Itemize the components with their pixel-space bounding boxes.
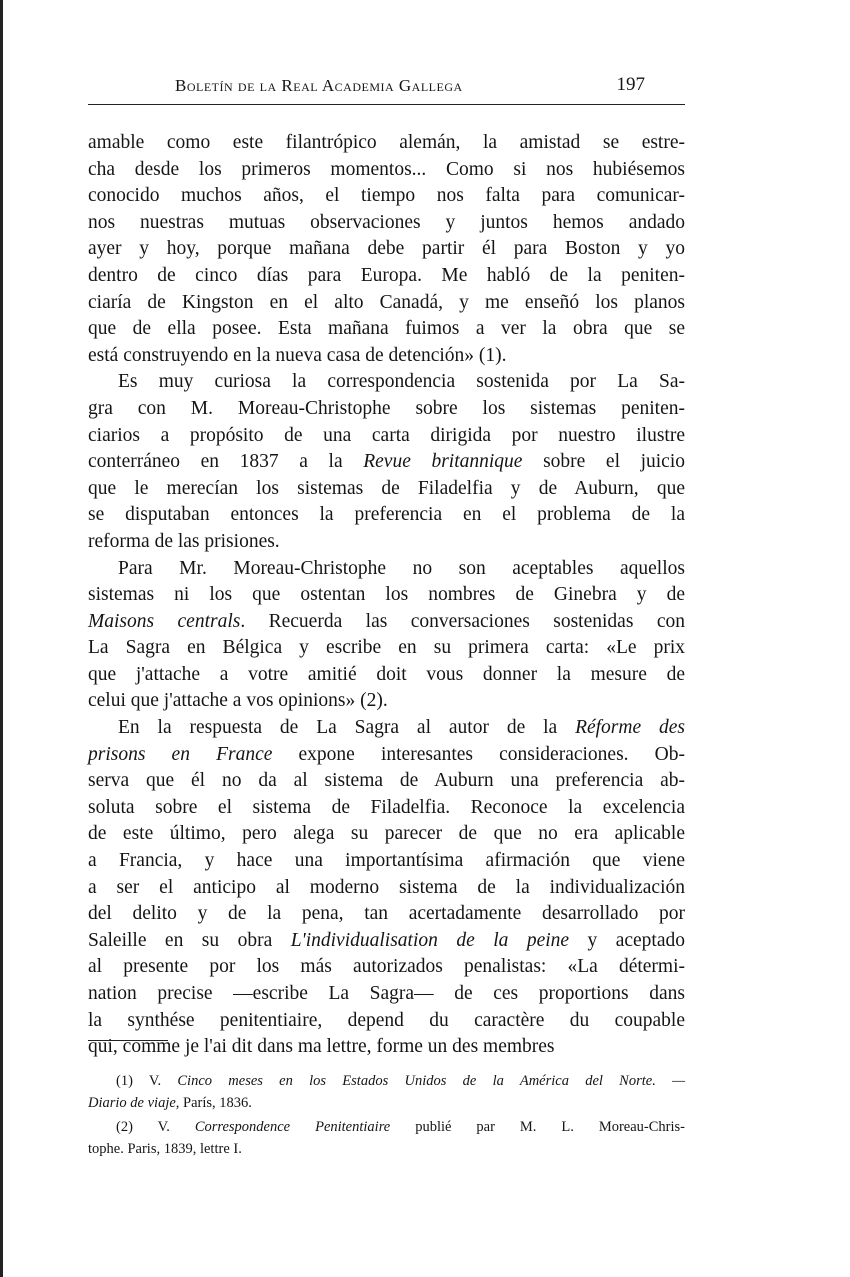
text-line	[88, 715, 685, 742]
scan-border	[0, 0, 3, 1277]
text-segment: sistemas ni los que ostentan los nombres de Ginebra y de	[88, 584, 685, 606]
text-segment: Es muy curiosa la correspondencia sostenida por La Sa-	[118, 371, 685, 393]
text-line	[88, 928, 685, 955]
text-line	[88, 688, 685, 715]
text-segment: que le merecían los sistemas de Filadelfia y de Auburn, que	[88, 477, 685, 499]
text-segment: se disputaban entonces la preferencia en el problema de la	[88, 504, 685, 526]
text-segment: dentro de cinco días para Europa. Me habló de la peniten-	[88, 264, 685, 286]
text-line	[88, 210, 685, 237]
text-line	[88, 396, 685, 423]
text-line	[88, 981, 685, 1008]
text-line	[88, 875, 685, 902]
text-segment: expone interesantes consideraciones. Ob-	[272, 743, 685, 765]
text-segment: a ser el anticipo al moderno sistema de la individualización	[88, 876, 685, 898]
text-segment: conocido muchos años, el tiempo nos falta para comunicar-	[88, 185, 685, 207]
text-segment: La Sagra en Bélgica y escribe en su primera carta: «Le prix	[88, 637, 685, 659]
text-line	[88, 476, 685, 503]
text-line	[88, 316, 685, 343]
italic-text: Cinco meses en los Estados Unidos de la América del Norte. —	[177, 1073, 685, 1089]
body-text	[88, 130, 685, 1061]
italic-text: Diario de viaje	[88, 1095, 176, 1111]
page-number: 197	[616, 74, 645, 95]
text-line	[88, 183, 685, 210]
text-segment: amable como este filantrópico alemán, la amistad se estre-	[88, 132, 685, 153]
text-segment: En la respuesta de La Sagra al autor de la	[118, 717, 576, 739]
text-segment: gra con M. Moreau-Christophe sobre los sistemas peniten-	[88, 397, 685, 419]
journal-title: Boletín de la Real Academia Gallega	[175, 76, 463, 95]
text-segment: está construyendo en la nueva casa de detención» (1).	[88, 344, 507, 366]
text-segment: serva que él no da al sistema de Auburn una preferencia ab-	[88, 770, 685, 792]
text-line	[88, 582, 685, 609]
text-segment: sobre el juicio	[522, 451, 685, 473]
italic-text: Réforme des	[575, 717, 685, 739]
text-segment: celui que j'attache a vos opinions» (2).	[88, 690, 388, 712]
text-line	[88, 635, 685, 662]
text-segment: (2) V.	[116, 1119, 195, 1135]
header-rule	[88, 104, 685, 105]
footnote-line	[88, 1092, 685, 1114]
italic-text: Revue britannique	[363, 451, 523, 473]
text-line	[88, 795, 685, 822]
text-line	[88, 662, 685, 689]
footnote-line	[88, 1070, 685, 1092]
text-segment: que de ella posee. Esta mañana fuimos a ver la obra que se	[88, 318, 685, 340]
text-line	[88, 901, 685, 928]
text-line	[88, 1008, 685, 1035]
text-segment: (1) V.	[116, 1073, 178, 1089]
text-segment: a Francia, y hace una importantísima afirmación que viene	[88, 850, 685, 872]
italic-text: Maisons centrals	[88, 610, 241, 632]
text-line	[88, 1034, 685, 1061]
text-line	[88, 449, 685, 476]
text-line	[88, 236, 685, 263]
italic-text: L'individualisation de la peine	[290, 929, 570, 951]
text-line	[88, 954, 685, 981]
text-segment: conterráneo en 1837 a la	[88, 451, 364, 473]
text-segment: soluta sobre el sistema de Filadelfia. Reconoce la excelencia	[88, 796, 685, 818]
text-line	[88, 502, 685, 529]
text-segment: del delito y de la pena, tan acertadamente desarrollado por	[88, 903, 685, 925]
text-segment: que j'attache a votre amitié doit vous donner la mesure de	[88, 663, 685, 685]
text-segment: nos nuestras mutuas observaciones y juntos hemos andado	[88, 211, 685, 233]
footnotes	[88, 1070, 685, 1160]
text-line	[88, 290, 685, 317]
text-segment: al presente por los más autorizados penalistas: «La détermi-	[88, 956, 685, 978]
text-segment: . Recuerda las conversaciones sostenidas con	[240, 610, 685, 632]
italic-text: Correspondence Penitentiaire	[194, 1119, 391, 1135]
text-line	[88, 742, 685, 769]
text-segment: ayer y hoy, porque mañana debe partir él para Boston y yo	[88, 238, 685, 260]
text-segment: Saleille en su obra	[88, 929, 291, 951]
footnote-rule	[88, 1040, 168, 1041]
text-line	[88, 130, 685, 157]
text-segment: tophe. Paris, 1839, lettre I.	[88, 1141, 242, 1157]
italic-text: prisons en France	[88, 743, 273, 765]
text-line	[88, 821, 685, 848]
footnote-line	[88, 1116, 685, 1138]
text-segment: nation precise —escribe La Sagra— de ces proportions dans	[88, 983, 685, 1004]
text-segment: y aceptado	[569, 929, 686, 951]
text-line	[88, 848, 685, 875]
text-segment: Para Mr. Moreau-Christophe no son aceptables aquellos	[118, 557, 685, 579]
text-segment: publié par M. L. Moreau-Chris-	[390, 1119, 686, 1135]
text-segment: la synthése penitentiaire, depend du caractère du coupable	[88, 1009, 685, 1031]
text-line	[88, 369, 685, 396]
text-line	[88, 423, 685, 450]
text-segment: de este último, pero alega su parecer de que no era aplicable	[88, 823, 685, 845]
running-header	[88, 76, 685, 100]
text-segment: ciarios a propósito de una carta dirigida por nuestro ilustre	[88, 424, 685, 446]
text-segment: , París, 1836.	[175, 1095, 252, 1111]
text-line	[88, 343, 685, 370]
text-line	[88, 529, 685, 556]
text-line	[88, 768, 685, 795]
footnote-line	[88, 1138, 685, 1160]
text-segment: cha desde los primeros momentos... Como si nos hubiésemos	[88, 158, 685, 180]
text-segment: ciaría de Kingston en el alto Canadá, y me enseñó los planos	[88, 291, 685, 313]
text-segment: qui, comme je l'ai dit dans ma lettre, forme un des membres	[88, 1036, 555, 1058]
text-line	[88, 609, 685, 636]
text-line	[88, 157, 685, 184]
text-segment: reforma de las prisiones.	[88, 530, 280, 552]
text-line	[88, 556, 685, 583]
text-line	[88, 263, 685, 290]
